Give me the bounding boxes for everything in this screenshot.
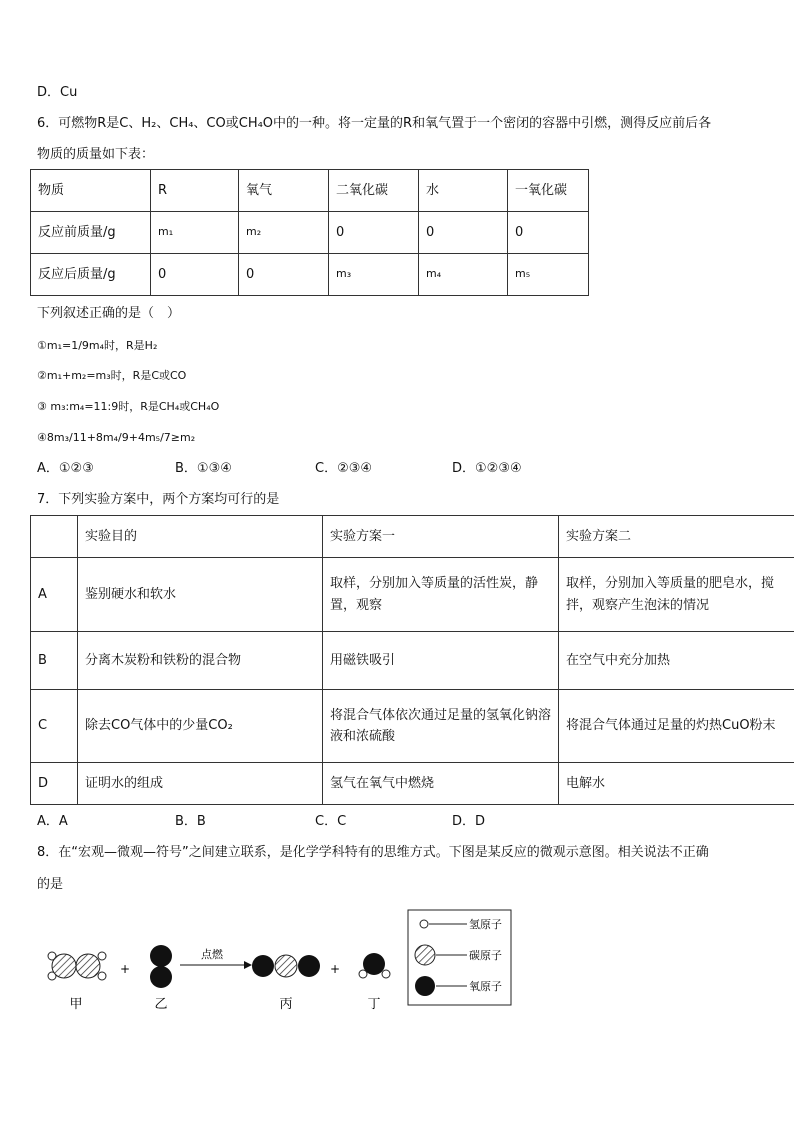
legend-oxygen: 氧原子 bbox=[469, 980, 502, 993]
row-purpose: 分离木炭粉和铁粉的混合物 bbox=[78, 632, 323, 690]
header-cell: 二氧化碳 bbox=[329, 170, 419, 212]
row-key: C bbox=[31, 690, 78, 763]
header-cell: 实验目的 bbox=[78, 516, 323, 558]
row-plan1: 取样，分别加入等质量的活性炭，静置，观察 bbox=[323, 558, 559, 632]
table-cell: 0 bbox=[419, 212, 508, 254]
reaction-diagram bbox=[0, 900, 794, 1040]
row-plan2: 将混合气体通过足量的灼热CuO粉末 bbox=[559, 690, 794, 763]
row-plan2: 电解水 bbox=[559, 763, 794, 805]
row-key: D bbox=[31, 763, 78, 805]
label-ding: 丁 bbox=[367, 997, 381, 1012]
plus-sign: + bbox=[329, 962, 341, 976]
q5-option-d: D．Cu bbox=[37, 85, 78, 100]
table-row bbox=[31, 632, 794, 690]
plus-sign: + bbox=[119, 962, 131, 976]
row-plan1: 将混合气体依次通过足量的氢氧化钠溶液和浓硫酸 bbox=[323, 690, 559, 763]
option-b: B．①③④ bbox=[175, 461, 232, 476]
option-a: A．①②③ bbox=[37, 461, 94, 476]
q7-options bbox=[37, 814, 485, 830]
molecule-ding-icon bbox=[359, 953, 390, 978]
option-d: D．①②③④ bbox=[452, 461, 522, 476]
row-plan2: 取样，分别加入等质量的肥皂水，搅拌，观察产生泡沫的情况 bbox=[559, 558, 794, 632]
label-yi: 乙 bbox=[154, 997, 168, 1012]
molecule-bing-icon bbox=[252, 955, 320, 977]
option-b: B．B bbox=[175, 814, 206, 829]
header-cell: 物质 bbox=[31, 170, 151, 212]
table-cell: m₅ bbox=[508, 254, 589, 296]
table-row bbox=[31, 690, 794, 763]
header-cell: 实验方案一 bbox=[323, 516, 559, 558]
q6-statement-1: ①m₁=1/9m₄时，R是H₂ bbox=[37, 339, 158, 352]
table-header-row bbox=[31, 170, 589, 212]
table-cell: m₄ bbox=[419, 254, 508, 296]
label-bing: 丙 bbox=[279, 997, 293, 1012]
table-cell: 0 bbox=[151, 254, 239, 296]
table-row bbox=[31, 254, 589, 296]
q7-stem: 7．下列实验方案中，两个方案均可行的是 bbox=[37, 492, 280, 507]
table-row bbox=[31, 558, 794, 632]
q6-statement-2: ②m₁+m₂=m₃时，R是C或CO bbox=[37, 369, 187, 382]
header-cell: 水 bbox=[419, 170, 508, 212]
q6-statement-3: ③ m₃:m₄=11:9时，R是CH₄或CH₄O bbox=[37, 400, 220, 413]
q6-mass-table bbox=[30, 169, 589, 296]
row-plan1: 氢气在氧气中燃烧 bbox=[323, 763, 559, 805]
row-plan2: 在空气中充分加热 bbox=[559, 632, 794, 690]
row-key: A bbox=[31, 558, 78, 632]
row-purpose: 证明水的组成 bbox=[78, 763, 323, 805]
option-d: D．D bbox=[452, 814, 486, 829]
header-cell bbox=[31, 516, 78, 558]
q7-experiment-table bbox=[30, 515, 794, 805]
q8-stem-line2: 的是 bbox=[37, 877, 64, 892]
arrow-icon bbox=[180, 961, 252, 969]
q6-statement-4: ④8m₃/11+8m₄/9+4m₅/7≥m₂ bbox=[37, 431, 196, 444]
table-cell: m₁ bbox=[151, 212, 239, 254]
option-a: A．A bbox=[37, 814, 68, 829]
molecule-yi-icon bbox=[150, 945, 172, 988]
molecule-jia-icon bbox=[48, 952, 106, 980]
row-purpose: 鉴别硬水和软水 bbox=[78, 558, 323, 632]
q6-stem-line1: 6．可燃物R是C、H₂、CH₄、CO或CH₄O中的一种。将一定量的R和氧气置于一个密闭的容器中引燃，测得反应前后各 bbox=[37, 116, 712, 131]
header-cell: R bbox=[151, 170, 239, 212]
option-c: C．C bbox=[315, 814, 347, 829]
q6-options bbox=[37, 461, 522, 477]
table-cell: 0 bbox=[239, 254, 329, 296]
table-cell: 0 bbox=[508, 212, 589, 254]
table-cell: 0 bbox=[329, 212, 419, 254]
option-c: C．②③④ bbox=[315, 461, 373, 476]
legend-hydrogen: 氢原子 bbox=[469, 918, 502, 931]
table-row bbox=[31, 212, 589, 254]
legend-carbon: 碳原子 bbox=[469, 949, 502, 962]
row-label: 反应前质量/g bbox=[31, 212, 151, 254]
row-plan1: 用磁铁吸引 bbox=[323, 632, 559, 690]
legend-box bbox=[408, 910, 511, 1005]
header-cell: 一氧化碳 bbox=[508, 170, 589, 212]
q8-stem-line1: 8．在“宏观—微观—符号”之间建立联系，是化学学科特有的思维方式。下图是某反应的微观示意图。相关说法不正确 bbox=[37, 845, 709, 860]
row-key: B bbox=[31, 632, 78, 690]
label-jia: 甲 bbox=[69, 997, 83, 1012]
row-label: 反应后质量/g bbox=[31, 254, 151, 296]
table-cell: m₂ bbox=[239, 212, 329, 254]
header-cell: 氧气 bbox=[239, 170, 329, 212]
q6-prompt: 下列叙述正确的是（ ） bbox=[37, 306, 181, 321]
table-row bbox=[31, 763, 794, 805]
table-header-row bbox=[31, 516, 794, 558]
q6-stem-line2: 物质的质量如下表： bbox=[37, 147, 155, 162]
reaction-condition: 点燃 bbox=[201, 948, 223, 961]
table-cell: m₃ bbox=[329, 254, 419, 296]
header-cell: 实验方案二 bbox=[559, 516, 794, 558]
row-purpose: 除去CO气体中的少量CO₂ bbox=[78, 690, 323, 763]
